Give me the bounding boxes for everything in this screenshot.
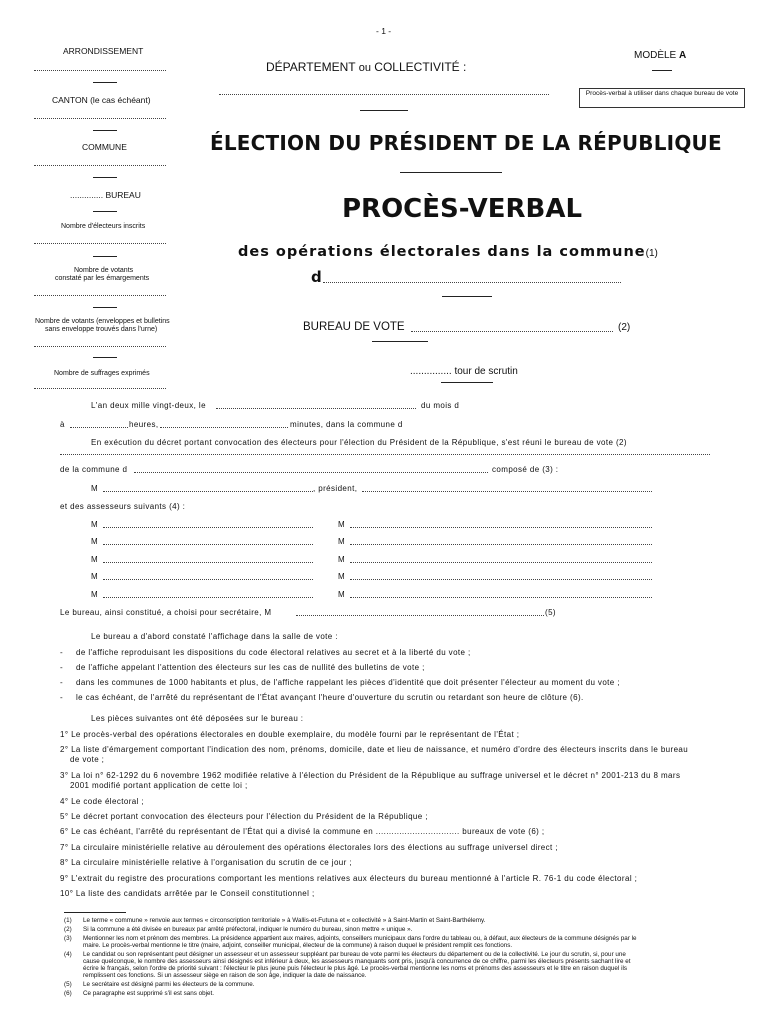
enveloppes-label-2: sans enveloppe trouvés dans l'urne) (45, 326, 158, 333)
arrondissement-label: ARRONDISSEMENT (63, 46, 144, 56)
bureau-details-field[interactable] (60, 454, 710, 455)
bureau-label (70, 190, 141, 200)
bureau-vote-field[interactable] (411, 331, 613, 332)
assesseur-m: M (91, 572, 99, 581)
assesseur-m: M (338, 520, 346, 529)
operations-title: des opérations électorales dans la commune(1) (238, 244, 658, 260)
list-item: 8° La circulaire ministérielle relative à l'organisation du scrutin de ce jour ; (60, 858, 352, 867)
line-execution: En exécution du décret portant convocation des électeurs pour l'élection du Président de la République, s'est réuni le bureau de vote (2) (91, 438, 627, 447)
footnote-number: (1) (64, 917, 72, 924)
pv-title: PROCÈS-VERBAL (342, 194, 583, 224)
footnote-number: (3) (64, 934, 72, 942)
enveloppes-label-1: Nombre de votants (enveloppes et bulletins (35, 318, 170, 325)
footnote-separator (64, 912, 126, 913)
tour-field[interactable]: ............... (410, 366, 452, 377)
departement-field[interactable] (219, 94, 549, 95)
list-item: 4° Le code électoral ; (60, 797, 145, 806)
arrondissement-field[interactable] (34, 70, 166, 71)
divider (441, 382, 493, 383)
line-date: L'an deux mille vingt-deux, le (91, 401, 206, 410)
assesseur-m: M (338, 537, 346, 546)
divider (652, 70, 672, 71)
bullet-dash: - (60, 693, 64, 702)
footnote-number: (2) (64, 925, 72, 933)
footnote-text: Si la commune a été divisée en bureaux par arrêté préfectoral, indiquer le numéro du bureau, sinon mettre « unique ». (83, 925, 413, 933)
list-item: 9° L'extrait du registre des procurations comportant les mentions relatives aux électeurs du bureau mentionné à l'article R. 76-1 du code électoral ; (60, 874, 638, 883)
assesseur-m: M (91, 590, 99, 599)
commune-label: COMMUNE (82, 142, 127, 152)
bureau-vote-ref: (2) (618, 322, 631, 333)
president-name-field[interactable] (103, 491, 313, 492)
footnote-number: (5) (64, 981, 72, 988)
divider (93, 82, 117, 83)
list-item: le cas échéant, de l'arrêté du représentant de l'État avançant l'heure d'ouverture du scrutin ou retardant son heure de clôture (6). (76, 693, 584, 702)
title-divider (400, 172, 502, 173)
list-item: 1° Le procès-verbal des opérations électorales en double exemplaire, du modèle fourni par le représentant de l'État ; (60, 730, 520, 739)
footnote-text: Le candidat ou son représentant peut désigner un assesseur et un assesseur suppléant par bureau de vote parmi les électeurs du département ou de la collectivité. Le jour du scrutin, si, pour une cause quelconque, le nombre des assesseurs ainsi désignés est inférieur à deux, les assesseurs manquants sont pris, jusqu'à concurrence de ce chiffre, parmi les électeurs présents sachant lire et écrire le français, selon l'ordre de priorité suivant : l'électeur le plus jeune puis l'électeur le plus âgé. Le procès-verbal mentionne les noms et prénoms des assesseurs et le titre en raison duquel ils remplissent ces fonctions. Si un assesseur siège en raison de son âge, indiquer la date de naissance. (83, 950, 631, 980)
list-item: 6° Le cas échéant, l'arrêté du représentant de l'État qui a divisé la commune en ................................ bureaux de vote (6) ; (60, 827, 545, 836)
enveloppes-field[interactable] (34, 346, 166, 347)
assesseur-field[interactable] (103, 527, 313, 528)
assesseur-m: M (338, 590, 346, 599)
list-item: 2° La liste d'émargement comportant l'indication des nom, prénoms, domicile, date et lieu de naissance, et numéro d'ordre des électeurs inscrits dans le bureau (60, 745, 689, 754)
assesseur-field[interactable] (350, 527, 652, 528)
assesseur-m: M (91, 520, 99, 529)
bureau-vote-label: BUREAU DE VOTE (303, 321, 405, 333)
footnote (64, 926, 744, 933)
bullet-dash: - (60, 678, 64, 687)
commune-name-field[interactable] (323, 282, 621, 283)
assesseur-field[interactable] (103, 579, 313, 580)
divider (93, 211, 117, 212)
divider (360, 110, 408, 111)
list-item: 7° La circulaire ministérielle relative au déroulement des opérations électorales lors des élections au suffrage universel direct ; (60, 843, 558, 852)
bureau-number-field[interactable]: .............. (70, 190, 104, 200)
list-item: 10° La liste des candidats arrêtée par le Conseil constitutionnel ; (60, 889, 315, 898)
commune-field[interactable] (34, 165, 166, 166)
assesseur-m: M (338, 555, 346, 564)
divider (372, 341, 428, 342)
election-title: ÉLECTION DU PRÉSIDENT DE LA RÉPUBLIQUE (210, 131, 722, 155)
list-item: dans les communes de 1000 habitants et plus, de l'affiche rappelant les pièces d'identité que doit présenter l'électeur au moment du vote ; (76, 678, 620, 687)
affichage-intro: Le bureau a d'abord constaté l'affichage dans la salle de vote : (91, 632, 338, 641)
hour-field[interactable] (70, 427, 128, 428)
secretaire-label: Le bureau, ainsi constitué, a choisi pour secrétaire, M (60, 608, 272, 617)
footnote (64, 951, 744, 980)
list-item: de l'affiche appelant l'attention des électeurs sur les cas de nullité des bulletins de vote ; (76, 663, 425, 672)
votants-label-1: Nombre de votants (74, 267, 134, 274)
list-item: 5° Le décret portant convocation des électeurs pour l'élection du Président de la République ; (60, 812, 428, 821)
list-item: de l'affiche reproduisant les dispositions du code électoral relatives au secret et à la liberté du vote ; (76, 648, 471, 657)
footnote-text: Le terme « commune » renvoie aux termes « circonscription territoriale » à Wallis-et-Futuna et « collectivité » à Saint-Martin et Saint-Barthélemy. (83, 917, 486, 924)
assesseur-m: M (91, 555, 99, 564)
exprimes-field[interactable] (34, 388, 166, 389)
divider (93, 130, 117, 131)
date-field[interactable] (216, 408, 416, 409)
page-number: - 1 - (376, 26, 392, 36)
commune-compose-field[interactable] (134, 472, 488, 473)
line-commune-a: de la commune d (60, 465, 128, 474)
line-time-c: minutes, dans la commune d (290, 420, 403, 429)
line-time-b: heures, (129, 420, 159, 429)
assesseur-field[interactable] (350, 579, 652, 580)
pieces-intro: Les pièces suivantes ont été déposées sur le bureau : (91, 714, 304, 723)
canton-field[interactable] (34, 118, 166, 119)
assesseur-field[interactable] (103, 562, 313, 563)
divider (93, 256, 117, 257)
m-president: M (91, 484, 99, 493)
president-title-field[interactable] (362, 491, 652, 492)
votants-label-2: constaté par les émargements (55, 275, 150, 282)
line-commune-b: composé de (3) : (492, 465, 559, 474)
departement-label: DÉPARTEMENT ou COLLECTIVITÉ : (266, 60, 467, 74)
divider (442, 296, 492, 297)
footnote-number: (6) (64, 989, 72, 997)
footnote (64, 917, 744, 924)
bullet-dash: - (60, 663, 64, 672)
list-item-cont: 2001 modifié portant application de cette loi ; (70, 781, 248, 790)
footnote-text: Mentionner les nom et prénom des membres. La présidence appartient aux maires, adjoints, conseillers municipaux dans l'ordre du tableau ou, à défaut, aux électeurs de la commune désignés par le maire. Le procès-verbal mentionne le titre (maire, adjoint, conseiller municipal, électeur de la commune) à raison duquel le président remplit ces fonctions. (83, 934, 637, 949)
secretaire-ref: (5) (545, 608, 556, 617)
votants-field[interactable] (34, 295, 166, 296)
assesseur-field[interactable] (103, 597, 313, 598)
modele-label: MODÈLE A (634, 50, 687, 61)
commune-d-label: d (311, 268, 322, 286)
footnote (64, 990, 744, 997)
assesseur-field[interactable] (350, 544, 652, 545)
exprimes-label: Nombre de suffrages exprimés (54, 370, 150, 377)
line-time-a: à (60, 420, 65, 429)
secretaire-field[interactable] (296, 615, 544, 616)
assesseur-field[interactable] (350, 597, 652, 598)
bureau-text: BUREAU (105, 190, 141, 200)
footnote (64, 981, 744, 988)
tour-label: ............... tour de scrutin (410, 366, 518, 377)
footnote-number: (4) (64, 950, 72, 958)
assesseurs-label: et des assesseurs suivants (4) : (60, 502, 186, 511)
footnote (64, 935, 744, 949)
footnotes (64, 917, 744, 999)
president-label: , président, (313, 484, 358, 493)
footnote-text: Ce paragraphe est supprimé s'il est sans objet. (83, 989, 215, 997)
list-item-cont: de vote ; (70, 755, 105, 764)
assesseur-field[interactable] (103, 544, 313, 545)
inscrits-label: Nombre d'électeurs inscrits (61, 223, 146, 230)
assesseur-field[interactable] (350, 562, 652, 563)
canton-label: CANTON (le cas échéant) (52, 95, 151, 105)
note-box: Procès-verbal à utiliser dans chaque bureau de vote (579, 88, 745, 108)
divider (93, 357, 117, 358)
divider (93, 307, 117, 308)
minutes-field[interactable] (160, 427, 288, 428)
assesseur-m: M (91, 537, 99, 546)
footnote-text: Le secrétaire est désigné parmi les électeurs de la commune. (83, 981, 255, 988)
inscrits-field[interactable] (34, 243, 166, 244)
bullet-dash: - (60, 648, 64, 657)
divider (93, 177, 117, 178)
assesseur-m: M (338, 572, 346, 581)
line-date-month: du mois d (421, 401, 460, 410)
list-item: 3° La loi n° 62-1292 du 6 novembre 1962 modifiée relative à l'élection du Président de la République au suffrage universel et le décret n° 2001-213 du 8 mars (60, 771, 681, 780)
